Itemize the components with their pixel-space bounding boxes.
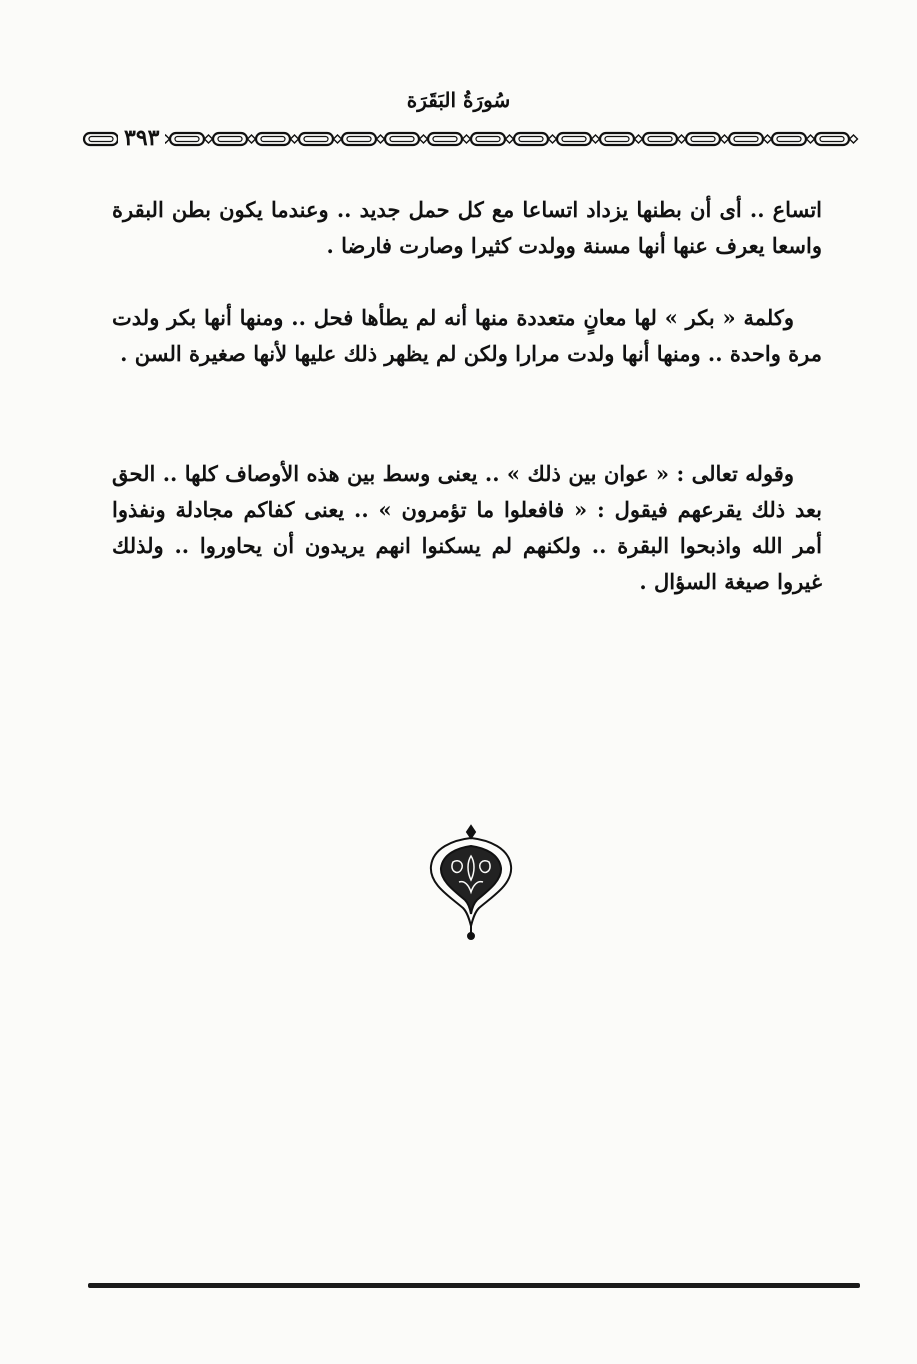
paragraph-2: وكلمة « بكر » لها معانٍ متعددة منها أنه لم يطأها فحل .. ومنها أنها بكر ولدت مرة واحدة .. ومنها أنها ولدت مرارا ولكن لم يظهر ذلك عليها لأنها صغيرة السن .	[112, 305, 822, 366]
chain-diamond	[463, 135, 471, 143]
chain-diamond	[549, 135, 557, 143]
chain-diamond	[291, 135, 299, 143]
chain-diamond	[205, 135, 213, 143]
chain-diamond	[592, 135, 600, 143]
chain-diamond	[334, 135, 342, 143]
surah-title: سُورَةُ البَقَرَة	[406, 88, 511, 112]
chain-link-inner	[218, 137, 242, 142]
chain-link-inner	[175, 137, 199, 142]
chain-link-inner	[390, 137, 414, 142]
floral-tailpiece-icon	[423, 822, 519, 940]
chain-ornament-icon	[80, 126, 862, 152]
chain-diamond	[678, 135, 686, 143]
chain-diamond	[764, 135, 772, 143]
chain-link-inner	[605, 137, 629, 142]
page-number: ٣٩٣	[118, 125, 165, 151]
chain-diamond	[635, 135, 643, 143]
chain-link-inner	[820, 137, 844, 142]
chain-diamond	[807, 135, 815, 143]
chain-link-inner	[476, 137, 500, 142]
chain-link-inner	[777, 137, 801, 142]
chain-link-inner	[261, 137, 285, 142]
paragraph-3: وقوله تعالى : « عوان بين ذلك » .. يعنى وسط بين هذه الأوصاف كلها .. الحق بعد ذلك يقرعهم فيقول : « فافعلوا ما تؤمرون » .. يعنى كفاكم مجادلة ونفذوا أمر الله واذبحوا البقرة .. ولكنهم لم يسكنوا انهم يريدون أن يحاوروا .. ولذلك غيروا صيغة السؤال .	[112, 461, 822, 594]
chain-link-inner	[691, 137, 715, 142]
chain-diamond	[721, 135, 729, 143]
chain-diamond	[850, 135, 858, 143]
chain-link-inner	[648, 137, 672, 142]
chain-link-inner	[734, 137, 758, 142]
chain-link-inner	[347, 137, 371, 142]
chain-diamond	[506, 135, 514, 143]
paragraph-1: اتساع .. أى أن بطنها يزداد اتساعا مع كل حمل جديد .. وعندما يكون بطن البقرة واسعا يعرف عنها أنها مسنة وولدت كثيرا وصارت فارضا .	[112, 197, 822, 258]
chain-diamond	[248, 135, 256, 143]
chain-diamond	[377, 135, 385, 143]
chain-diamond	[420, 135, 428, 143]
chain-link-inner	[304, 137, 328, 142]
chain-link-inner	[519, 137, 543, 142]
chain-link-inner	[433, 137, 457, 142]
chain-link-inner	[89, 137, 113, 142]
footer-rule	[88, 1283, 860, 1288]
chain-link-inner	[562, 137, 586, 142]
